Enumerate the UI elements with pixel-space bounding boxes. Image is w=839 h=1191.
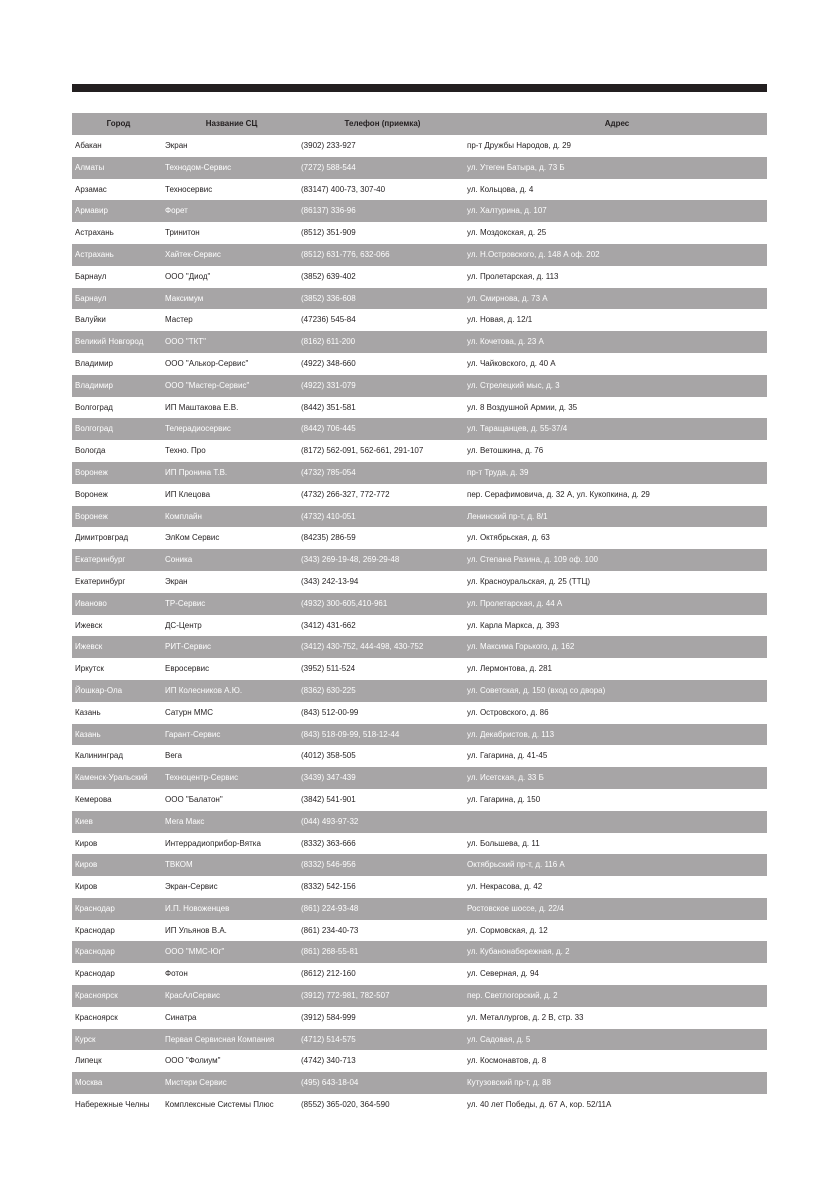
cell-city: Барнаул <box>75 271 107 281</box>
header-address: Адрес <box>464 113 767 135</box>
cell-phone: (4922) 331-079 <box>298 375 464 397</box>
cell-name: Сатурн ММС <box>165 707 213 717</box>
cell-city: Барнаул <box>72 288 162 310</box>
cell-name: Синатра <box>165 1012 197 1022</box>
cell-address: пр-т Труда, д. 39 <box>464 462 767 484</box>
cell-address: ул. Новая, д. 12/1 <box>467 315 533 325</box>
cell-address: ул. Кубанонабережная, д. 2 <box>464 941 767 963</box>
cell-phone: (8512) 351-909 <box>301 228 356 238</box>
cell-name: ТВКОМ <box>162 854 298 876</box>
table-row <box>72 854 767 876</box>
table-row <box>72 1029 767 1051</box>
cell-city: Екатеринбург <box>75 576 126 586</box>
cell-name: ООО "Алькор-Сервис" <box>165 358 249 368</box>
cell-name: Техно. Про <box>165 446 206 456</box>
cell-address: ул. Пролетарская, д. 44 А <box>464 593 767 615</box>
table-row <box>72 266 767 288</box>
cell-phone: (4732) 785-054 <box>298 462 464 484</box>
cell-city: Валуйки <box>75 315 106 325</box>
cell-name: Интеррадиоприбор-Вятка <box>165 838 261 848</box>
table-row <box>72 1007 767 1029</box>
cell-phone: (3912) 772-981, 782-507 <box>298 985 464 1007</box>
cell-city: Краснодар <box>72 941 162 963</box>
cell-address: ул. Пролетарская, д. 113 <box>467 271 559 281</box>
cell-city: Набережные Челны <box>75 1100 150 1110</box>
table-row <box>72 724 767 746</box>
cell-address: ул. Стрелецкий мыс, д. 3 <box>464 375 767 397</box>
cell-name: КрасАлСервис <box>162 985 298 1007</box>
table-row <box>72 658 767 680</box>
table-row <box>72 309 767 331</box>
table-row <box>72 222 767 244</box>
cell-city: Астрахань <box>75 228 114 238</box>
cell-address: ул. Октябрьская, д. 63 <box>467 533 550 543</box>
service-centers-table <box>72 113 767 1116</box>
cell-city: Кемерова <box>75 794 112 804</box>
cell-phone: (861) 268-55-81 <box>298 941 464 963</box>
cell-phone: (3952) 511-524 <box>301 664 356 674</box>
table-row <box>72 549 767 571</box>
cell-phone: (3852) 336-608 <box>298 288 464 310</box>
cell-name: Евросервис <box>165 664 210 674</box>
cell-city: Ижевск <box>75 620 103 630</box>
cell-address: ул. Карла Маркса, д. 393 <box>467 620 560 630</box>
header-city: Город <box>72 113 162 135</box>
cell-phone: (843) 518-09-99, 518-12-44 <box>298 724 464 746</box>
cell-phone: (8442) 351-581 <box>301 402 356 412</box>
cell-city: Астрахань <box>72 244 162 266</box>
table-row <box>72 506 767 528</box>
cell-city: Волгоград <box>75 402 113 412</box>
cell-name: ИП Колесников А.Ю. <box>162 680 298 702</box>
cell-address: пер. Светлогорский, д. 2 <box>464 985 767 1007</box>
cell-phone: (8332) 363-666 <box>301 838 356 848</box>
cell-address: ул. 40 лет Победы, д. 67 А, кор. 52/11А <box>467 1100 612 1110</box>
cell-phone: (8512) 631-776, 632-066 <box>298 244 464 266</box>
cell-name: Экран <box>165 141 188 150</box>
cell-name: ООО "ТКТ" <box>162 331 298 353</box>
cell-name: ИП Пронина Т.В. <box>162 462 298 484</box>
cell-city: Йошкар-Ола <box>72 680 162 702</box>
cell-name: Максимум <box>162 288 298 310</box>
table-row <box>72 898 767 920</box>
cell-address: ул. Металлургов, д. 2 В, стр. 33 <box>467 1012 584 1022</box>
table-row <box>72 484 767 506</box>
cell-name: Хайтек-Сервис <box>162 244 298 266</box>
cell-phone: (86137) 336-96 <box>298 200 464 222</box>
cell-address: ул. Таращанцев, д. 55-37/4 <box>464 418 767 440</box>
cell-city: Армавир <box>72 200 162 222</box>
table-row <box>72 135 767 157</box>
cell-name: ООО "Мастер-Сервис" <box>162 375 298 397</box>
cell-address: ул. Кочетова, д. 23 А <box>464 331 767 353</box>
table-row <box>72 615 767 637</box>
cell-phone: (7272) 588-544 <box>298 157 464 179</box>
table-row <box>72 397 767 419</box>
cell-phone: (3412) 431-662 <box>301 620 356 630</box>
cell-address: Ростовское шоссе, д. 22/4 <box>464 898 767 920</box>
table-row <box>72 179 767 201</box>
table-row <box>72 462 767 484</box>
table-row <box>72 244 767 266</box>
cell-phone: (8172) 562-091, 562-661, 291-107 <box>301 446 424 456</box>
cell-phone: (3902) 233-927 <box>301 141 356 150</box>
cell-phone: (8612) 212-160 <box>301 969 356 979</box>
cell-phone: (343) 269-19-48, 269-29-48 <box>298 549 464 571</box>
cell-name: Телерадиосервис <box>162 418 298 440</box>
table-row <box>72 941 767 963</box>
cell-address: ул. Садовая, д. 5 <box>464 1029 767 1051</box>
table-row <box>72 876 767 898</box>
cell-city: Казань <box>75 707 101 717</box>
cell-name: ООО "Фолиум" <box>165 1056 221 1066</box>
cell-address: ул. Северная, д. 94 <box>467 969 539 979</box>
table-row <box>72 985 767 1007</box>
cell-city: Вологда <box>75 446 106 456</box>
cell-phone: (3439) 347-439 <box>298 767 464 789</box>
cell-name: Техноцентр-Сервис <box>162 767 298 789</box>
table-row <box>72 963 767 985</box>
cell-address: ул. Большева, д. 11 <box>467 838 540 848</box>
cell-address: ул. Островского, д. 86 <box>467 707 549 717</box>
table-row <box>72 593 767 615</box>
cell-city: Киров <box>75 838 98 848</box>
cell-name: Вега <box>165 751 182 761</box>
cell-address: ул. Сормовская, д. 12 <box>467 925 548 935</box>
cell-address: ул. Утеген Батыра, д. 73 Б <box>464 157 767 179</box>
cell-address: ул. Ветошкина, д. 76 <box>467 446 544 456</box>
cell-address: ул. Лермонтова, д. 281 <box>467 664 552 674</box>
cell-name: ИП Клецова <box>165 489 211 499</box>
cell-phone: (8552) 365-020, 364-590 <box>301 1100 390 1110</box>
cell-name: Экран-Сервис <box>165 882 218 892</box>
table-row <box>72 789 767 811</box>
cell-name: ООО "ММС-Юг" <box>162 941 298 963</box>
cell-city: Киров <box>75 882 98 892</box>
cell-city: Абакан <box>75 141 102 150</box>
cell-address: ул. Халтурина, д. 107 <box>464 200 767 222</box>
table-row <box>72 767 767 789</box>
cell-city: Калининград <box>75 751 124 761</box>
cell-city: Каменск-Уральский <box>72 767 162 789</box>
table-row <box>72 745 767 767</box>
table-row <box>72 353 767 375</box>
cell-phone: (861) 224-93-48 <box>298 898 464 920</box>
cell-name: РИТ-Сервис <box>162 636 298 658</box>
cell-phone: (3412) 430-752, 444-498, 430-752 <box>298 636 464 658</box>
table-row <box>72 375 767 397</box>
cell-name: И.П. Новоженцев <box>162 898 298 920</box>
table-row <box>72 811 767 833</box>
cell-address: ул. Декабристов, д. 113 <box>464 724 767 746</box>
cell-city: Великий Новгород <box>72 331 162 353</box>
cell-city: Димитровград <box>75 533 129 543</box>
cell-address: Октябрьский пр-т, д. 116 А <box>464 854 767 876</box>
cell-city: Воронеж <box>72 506 162 528</box>
cell-city: Москва <box>72 1072 162 1094</box>
cell-address: ул. Кольцова, д. 4 <box>467 184 534 194</box>
cell-address: ул. Моздокская, д. 25 <box>467 228 547 238</box>
cell-phone: (8332) 546-956 <box>298 854 464 876</box>
cell-address: ул. Н.Островского, д. 148 А оф. 202 <box>464 244 767 266</box>
cell-phone: (4742) 340-713 <box>301 1056 356 1066</box>
header-row <box>72 113 767 135</box>
table-row <box>72 680 767 702</box>
table-body <box>72 135 767 1116</box>
cell-city: Краснодар <box>75 969 115 979</box>
cell-city: Воронеж <box>72 462 162 484</box>
cell-name: Соника <box>162 549 298 571</box>
cell-city: Краснодар <box>75 925 115 935</box>
cell-city: Ижевск <box>72 636 162 658</box>
cell-phone: (861) 234-40-73 <box>301 925 359 935</box>
cell-name: Комплексные Системы Плюс <box>165 1100 274 1110</box>
cell-name: ООО "Диод" <box>165 271 211 281</box>
cell-phone: (4732) 266-327, 772-772 <box>301 489 390 499</box>
cell-name: Гарант-Сервис <box>162 724 298 746</box>
cell-phone: (4712) 514-575 <box>298 1029 464 1051</box>
cell-phone: (8362) 630-225 <box>298 680 464 702</box>
cell-phone: (8162) 611-200 <box>298 331 464 353</box>
cell-address <box>464 811 767 833</box>
cell-address: ул. Максима Горького, д. 162 <box>464 636 767 658</box>
cell-phone: (8442) 706-445 <box>298 418 464 440</box>
cell-city: Арзамас <box>75 184 107 194</box>
cell-city: Владимир <box>75 358 114 368</box>
cell-phone: (4732) 410-051 <box>298 506 464 528</box>
cell-name: ООО "Балатон" <box>165 794 223 804</box>
cell-address: пр-т Дружбы Народов, д. 29 <box>467 141 571 150</box>
cell-phone: (843) 512-00-99 <box>301 707 359 717</box>
cell-phone: (8332) 542-156 <box>301 882 356 892</box>
cell-address: Кутузовский пр-т, д. 88 <box>464 1072 767 1094</box>
cell-city: Курск <box>72 1029 162 1051</box>
cell-city: Иркутск <box>75 664 104 674</box>
cell-city: Иваново <box>72 593 162 615</box>
cell-address: пер. Серафимовича, д. 32 А, ул. Кукопкина, д. 29 <box>467 489 650 499</box>
cell-name: Техносервис <box>165 184 213 194</box>
cell-phone: (343) 242-13-94 <box>301 576 359 586</box>
cell-name: ТР-Сервис <box>162 593 298 615</box>
table-row <box>72 418 767 440</box>
table-row <box>72 571 767 593</box>
cell-name: Первая Сервисная Компания <box>162 1029 298 1051</box>
table-row <box>72 440 767 462</box>
cell-city: Казань <box>72 724 162 746</box>
table-row <box>72 833 767 855</box>
cell-name: Мистери Сервис <box>162 1072 298 1094</box>
cell-address: ул. Степана Разина, д. 109 оф. 100 <box>464 549 767 571</box>
cell-phone: (47236) 545-84 <box>301 315 356 325</box>
cell-name: Комплайн <box>162 506 298 528</box>
cell-name: Мега Макс <box>162 811 298 833</box>
cell-city: Екатеринбург <box>72 549 162 571</box>
cell-phone: (4922) 348-660 <box>301 358 356 368</box>
cell-address: ул. Исетская, д. 33 Б <box>464 767 767 789</box>
cell-address: ул. Красноуральская, д. 25 (ТТЦ) <box>467 576 591 586</box>
cell-city: Краснодар <box>72 898 162 920</box>
cell-phone: (3852) 639-402 <box>301 271 356 281</box>
table-row <box>72 636 767 658</box>
cell-city: Воронеж <box>75 489 108 499</box>
cell-address: ул. Гагарина, д. 41-45 <box>467 751 548 761</box>
cell-city: Алматы <box>72 157 162 179</box>
table-row <box>72 1050 767 1072</box>
cell-phone: (495) 643-18-04 <box>298 1072 464 1094</box>
cell-name: Мастер <box>165 315 193 325</box>
cell-phone: (83147) 400-73, 307-40 <box>301 184 386 194</box>
table-row <box>72 200 767 222</box>
cell-name: Экран <box>165 576 188 586</box>
cell-name: Тринитон <box>165 228 200 238</box>
cell-phone: (4012) 358-505 <box>301 751 356 761</box>
cell-city: Липецк <box>75 1056 102 1066</box>
cell-address: ул. Смирнова, д. 73 А <box>464 288 767 310</box>
header-name: Название СЦ <box>162 113 298 135</box>
cell-name: ИП Ульянов В.А. <box>165 925 227 935</box>
cell-name: ДС-Центр <box>165 620 202 630</box>
cell-name: ЭлКом Сервис <box>165 533 220 543</box>
top-rule <box>72 84 767 92</box>
table-row <box>72 920 767 942</box>
cell-address: ул. Космонавтов, д. 8 <box>467 1056 547 1066</box>
cell-phone: (4932) 300-605,410-961 <box>298 593 464 615</box>
cell-phone: (044) 493-97-32 <box>298 811 464 833</box>
cell-phone: (84235) 286-59 <box>301 533 356 543</box>
cell-name: Технодом-Сервис <box>162 157 298 179</box>
table-row <box>72 527 767 549</box>
cell-name: Фотон <box>165 969 188 979</box>
table-header <box>72 113 767 135</box>
cell-address: ул. Некрасова, д. 42 <box>467 882 543 892</box>
cell-city: Красноярск <box>72 985 162 1007</box>
table-row <box>72 1072 767 1094</box>
cell-city: Волгоград <box>72 418 162 440</box>
cell-address: ул. Чайковского, д. 40 А <box>467 358 556 368</box>
cell-name: ИП Маштакова Е.В. <box>165 402 239 412</box>
cell-city: Красноярск <box>75 1012 118 1022</box>
cell-name: Форет <box>162 200 298 222</box>
table-row <box>72 157 767 179</box>
table-row <box>72 288 767 310</box>
cell-phone: (3912) 584-999 <box>301 1012 356 1022</box>
cell-address: Ленинский пр-т, д. 8/1 <box>464 506 767 528</box>
cell-address: ул. Гагарина, д. 150 <box>467 794 541 804</box>
cell-city: Владимир <box>72 375 162 397</box>
table-row <box>72 1094 767 1116</box>
cell-city: Киров <box>72 854 162 876</box>
cell-city: Киев <box>72 811 162 833</box>
table-row <box>72 331 767 353</box>
header-phone: Телефон (приемка) <box>298 113 464 135</box>
cell-address: ул. Советская, д. 150 (вход со двора) <box>464 680 767 702</box>
cell-phone: (3842) 541-901 <box>301 794 356 804</box>
table-row <box>72 702 767 724</box>
cell-address: ул. 8 Воздушной Армии, д. 35 <box>467 402 578 412</box>
